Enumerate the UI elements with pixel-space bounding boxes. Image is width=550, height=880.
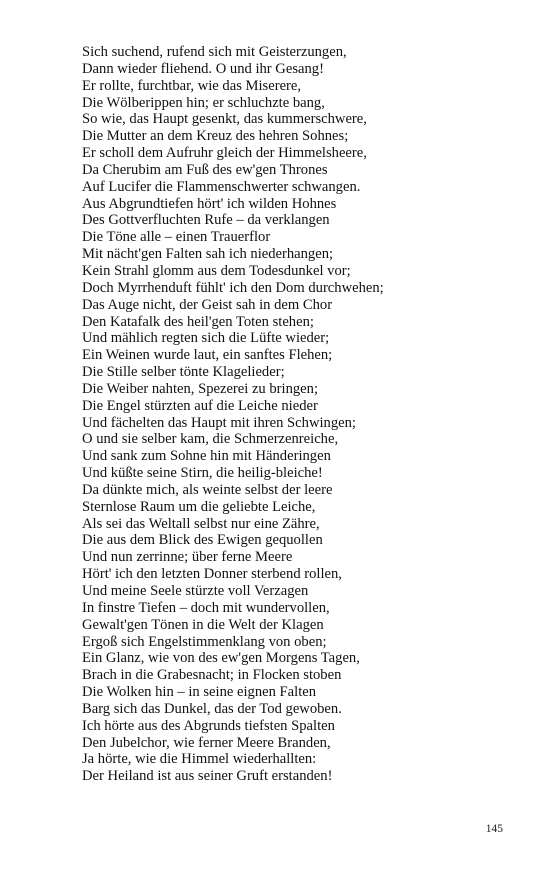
poem-line: Die Wölberippen hin; er schluchzte bang,: [82, 94, 325, 111]
poem-line: Und meine Seele stürzte voll Verzagen: [82, 583, 309, 599]
poem-line: O und sie selber kam, die Schmerzenreiche,: [82, 431, 339, 448]
poem-line: Und sank zum Sohne hin mit Händeringen: [82, 448, 331, 465]
poem-line: Den Jubelchor, wie ferner Meere Branden,: [82, 734, 331, 751]
poem-line: Den Katafalk des heil'gen Toten stehen;: [82, 313, 314, 330]
poem-line: Die Weiber nahten, Spezerei zu bringen;: [82, 380, 319, 397]
poem-line: Brach in die Grabesnacht; in Flocken stoben: [82, 667, 342, 684]
poem-line: Und fächelten das Haupt mit ihren Schwingen;: [82, 414, 356, 431]
poem-line: Auf Lucifer die Flammenschwerter schwangen.: [82, 178, 361, 195]
poem-line: Und nun zerrinne; über ferne Meere: [82, 549, 293, 566]
poem-line: Und mählich regten sich die Lüfte wieder;: [82, 330, 330, 347]
page-number: 145: [485, 823, 503, 835]
poem-line: Als sei das Weltall selbst nur eine Zähre,: [82, 515, 320, 532]
poem-line: Die Engel stürzten auf die Leiche nieder: [82, 397, 318, 414]
poem-line: So wie, das Haupt gesenkt, das kummerschwere,: [82, 111, 367, 128]
poem-line: Da Cherubim am Fuß des ew'gen Thrones: [82, 161, 328, 178]
poem-line: Die Mutter an dem Kreuz des hehren Sohnes;: [82, 128, 349, 145]
poem-line: Mit nächt'gen Falten sah ich niederhangen;: [82, 246, 334, 263]
poem-line: Der Heiland ist aus seiner Gruft erstanden!: [82, 768, 333, 785]
poem-line: Und küßte seine Stirn, die heilig-bleiche!: [82, 465, 323, 482]
poem-line: In finstre Tiefen – doch mit wundervollen,: [82, 599, 330, 616]
poem-line: Des Gottverfluchten Rufe – da verklangen: [82, 212, 330, 229]
poem-line: Aus Abgrundtiefen hört' ich wilden Hohnes: [82, 195, 337, 212]
poem-line: Doch Myrrhenduft fühlt' ich den Dom durchwehen;: [82, 279, 384, 296]
poem-line: Die aus dem Blick des Ewigen gequollen: [82, 532, 323, 549]
poem-line: Er scholl dem Aufruhr gleich der Himmelsheere,: [82, 145, 367, 162]
poem-text: [82, 44, 502, 785]
poem-line: Ergoß sich Engelstimmenklang von oben;: [82, 633, 327, 650]
poem-line: Das Auge nicht, der Geist sah in dem Chor: [82, 296, 333, 313]
poem-line: Ja hörte, wie die Himmel wiederhallten:: [82, 751, 317, 768]
poem-line: Ein Glanz, wie von des ew'gen Morgens Tagen,: [82, 650, 360, 667]
poem-line: Die Töne alle – einen Trauerflor: [82, 229, 271, 246]
poem-line: Die Stille selber tönte Klagelieder;: [82, 364, 285, 381]
poem-line: Ich hörte aus des Abgrunds tiefsten Spalten: [82, 717, 335, 734]
poem-line: Ein Weinen wurde laut, ein sanftes Flehen;: [82, 347, 333, 364]
poem-line: Er rollte, furchtbar, wie das Miserere,: [82, 77, 302, 94]
poem-line: Dann wieder fliehend. O und ihr Gesang!: [82, 60, 324, 77]
poem-line: Barg sich das Dunkel, das der Tod gewoben.: [82, 700, 342, 717]
poem-line: Die Wolken hin – in seine eignen Falten: [82, 684, 317, 701]
poem-line: Sich suchend, rufend sich mit Geisterzungen,: [82, 44, 347, 60]
poem-line: Hört' ich den letzten Donner sterbend rollen,: [82, 566, 342, 583]
poem-line: Kein Strahl glomm aus dem Todesdunkel vor;: [82, 262, 351, 279]
poem-line: Sternlose Raum um die geliebte Leiche,: [82, 498, 316, 515]
poem-line: Gewalt'gen Tönen in die Welt der Klagen: [82, 616, 324, 633]
poem-line: Da dünkte mich, als weinte selbst der leere: [82, 481, 333, 498]
